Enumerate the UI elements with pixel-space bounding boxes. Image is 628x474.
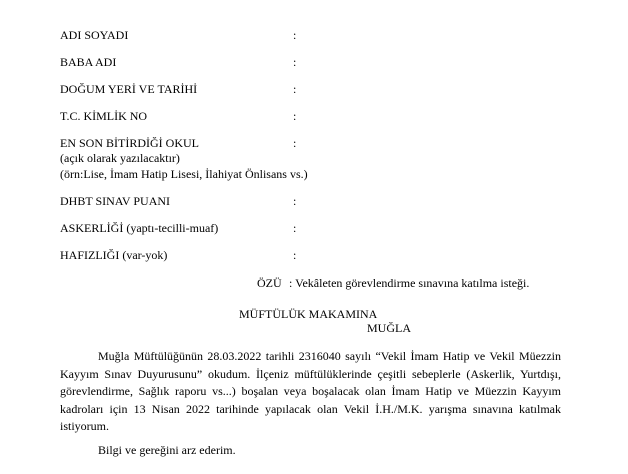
field-label-dhbt-score: DHBT SINAV PUANI — [60, 194, 171, 208]
field-label-tc-no: T.C. KİMLİK NO — [60, 109, 148, 123]
field-colon-school: : — [293, 136, 297, 150]
body-line: Kayyım Sınav Duyurusunu” okudum. İlçeniz müftülüklerinde çeşitli sebeplerle (Askerlik, Yurtdışı, — [60, 366, 561, 381]
body-line: kadroları için 13 Nisan 2022 tarihinde yapılacak olan Vekil İ.H./M.K. yarışma sınavına katılmak — [60, 401, 561, 416]
field-label-military: ASKERLİĞİ (yaptı-tecilli-muaf) — [60, 221, 219, 235]
body-line: görevlendirme, Sağlık raporu vs...) boşalan veya boşalacak olan İmam Hatip ve Müezzin Kayyım — [60, 384, 561, 398]
school-note-example: (örn:Lise, İmam Hatip Lisesi, İlahiyat Önlisans vs.) — [60, 167, 308, 181]
body-line: Muğla Müftülüğünün 28.03.2022 tarihli 2316040 sayılı “Vekil İmam Hatip ve Vekil Müezzin — [98, 349, 561, 363]
subject-label: ÖZÜ — [257, 276, 282, 290]
field-label-school: EN SON BİTİRDİĞİ OKUL — [60, 136, 199, 150]
field-colon-hafiz: : — [293, 248, 297, 262]
school-note-explicit: (açık olarak yazılacaktır) — [60, 151, 180, 165]
field-colon-father-name: : — [293, 55, 297, 69]
field-colon-military: : — [293, 221, 297, 235]
field-label-name: ADI SOYADI — [60, 28, 129, 42]
addressee-city: MUĞLA — [367, 321, 411, 335]
field-colon-name: : — [293, 28, 297, 42]
field-colon-birth: : — [293, 82, 297, 96]
subject-text: : Vekâleten görevlendirme sınavına katılma isteği. — [289, 276, 530, 290]
field-colon-tc-no: : — [293, 109, 297, 123]
closing-line: Bilgi ve gereğini arz ederim. — [98, 443, 236, 457]
petition-body — [60, 348, 561, 436]
addressee-office: MÜFTÜLÜK MAKAMINA — [239, 307, 378, 321]
field-label-birth: DOĞUM YERİ VE TARİHİ — [60, 82, 198, 96]
field-colon-dhbt-score: : — [293, 194, 297, 208]
body-line: istiyorum. — [60, 419, 110, 433]
field-label-father-name: BABA ADI — [60, 55, 117, 69]
field-label-hafiz: HAFIZLIĞI (var-yok) — [60, 248, 168, 262]
